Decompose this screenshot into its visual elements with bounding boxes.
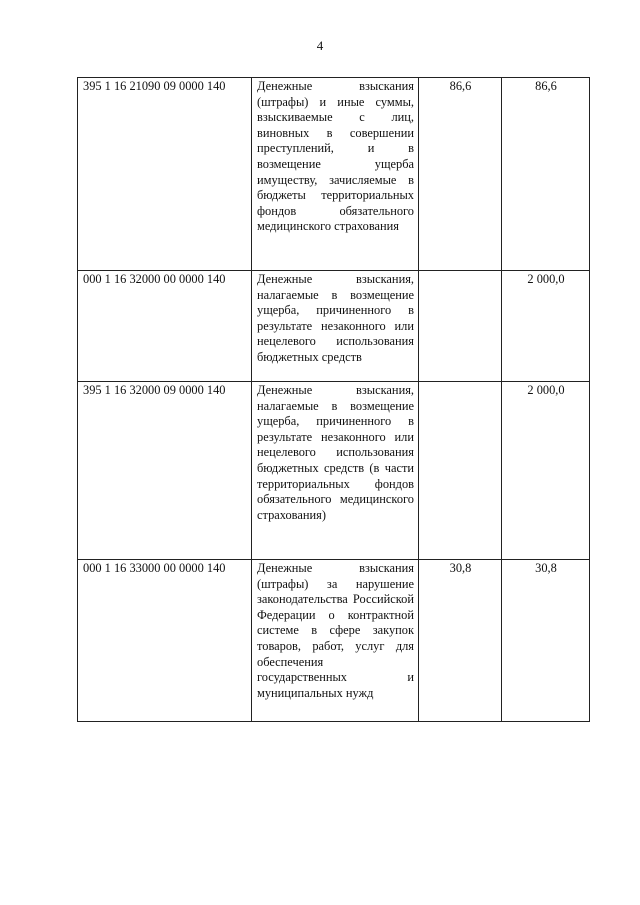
- amount-value-2: 2 000,0: [502, 382, 590, 560]
- table-row: [78, 271, 590, 382]
- budget-classification-code: 395 1 16 32000 09 0000 140: [78, 382, 252, 560]
- table-row: [78, 560, 590, 722]
- budget-classification-code: 000 1 16 33000 00 0000 140: [78, 560, 252, 722]
- amount-value-1: 86,6: [419, 78, 502, 271]
- table-row: [78, 78, 590, 271]
- amount-value-2: 30,8: [502, 560, 590, 722]
- amount-value-1: [419, 382, 502, 560]
- amount-value-2: 86,6: [502, 78, 590, 271]
- page-number: 4: [316, 38, 324, 53]
- budget-classification-code: 000 1 16 32000 00 0000 140: [78, 271, 252, 382]
- revenue-name: Денежные взыскания, налагаемые в возмещение ущерба, причиненного в результате незаконного или нецелевого использования бюджетных средств (в части территориальных фондов обязательного медицинского страхования): [252, 382, 419, 560]
- revenue-name: Денежные взыскания (штрафы) и иные суммы, взыскиваемые с лиц, виновных в совершении преступлений, и в возмещение ущерба имуществу, зачисляемые в бюджеты территориальных фондов обязательного медицинского страхования: [252, 78, 419, 271]
- revenue-name: Денежные взыскания, налагаемые в возмещение ущерба, причиненного в результате незаконного или нецелевого использования бюджетных средств: [252, 271, 419, 382]
- table-row: [78, 382, 590, 560]
- amount-value-2: 2 000,0: [502, 271, 590, 382]
- budget-classification-code: 395 1 16 21090 09 0000 140: [78, 78, 252, 271]
- revenue-name: Денежные взыскания (штрафы) за нарушение законодательства Российской Федерации о контрактной системе в сфере закупок товаров, работ, услуг для обеспечения государственных и муниципальных нужд: [252, 560, 419, 722]
- amount-value-1: [419, 271, 502, 382]
- amount-value-1: 30,8: [419, 560, 502, 722]
- budget-revenue-table: [77, 77, 590, 722]
